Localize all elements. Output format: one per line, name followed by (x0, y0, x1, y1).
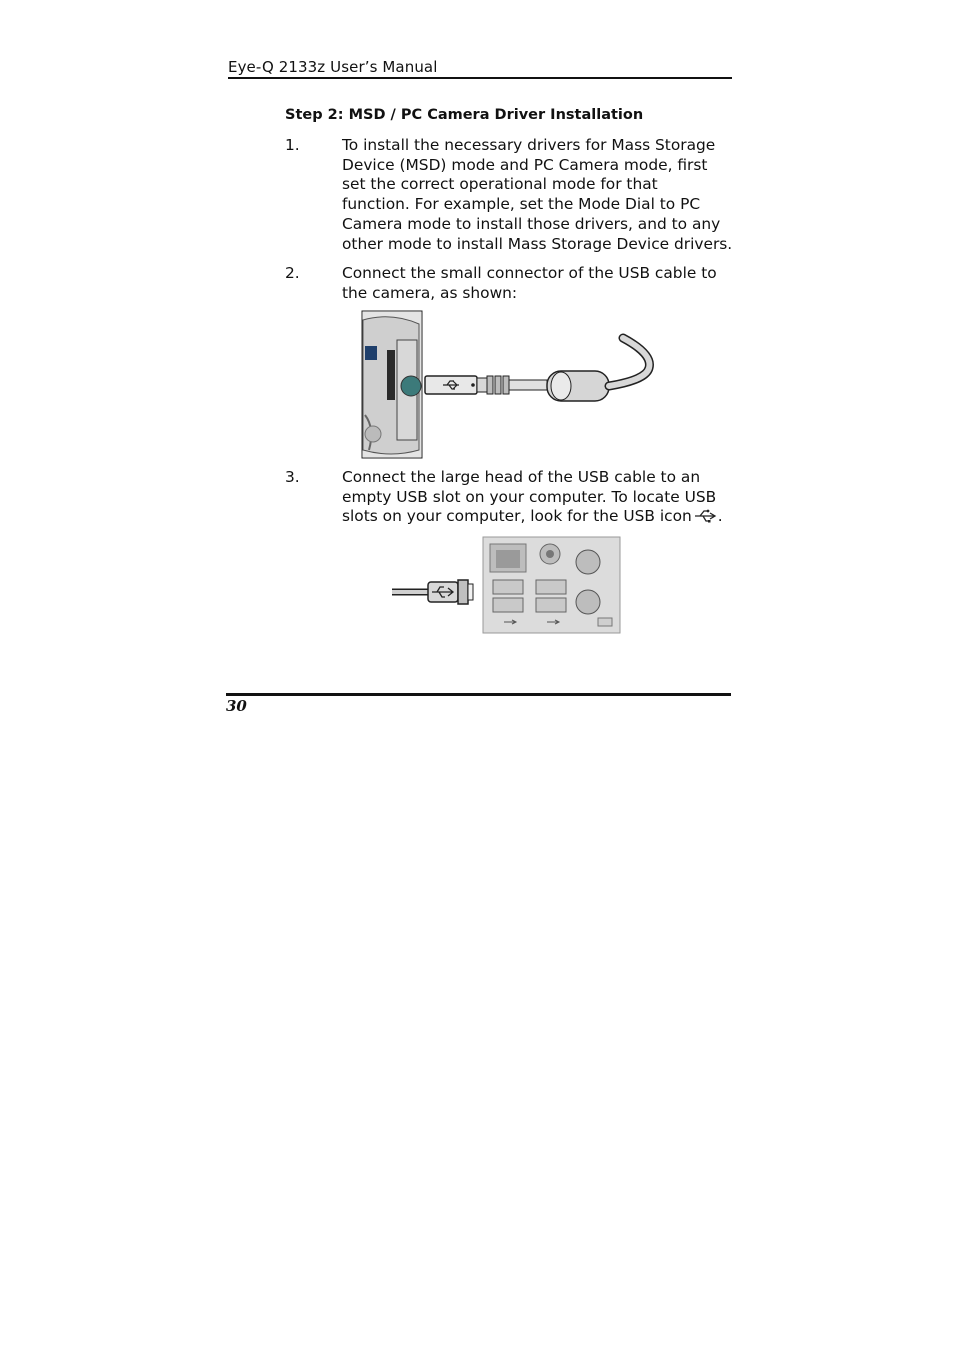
step-line: Connect the large head of the USB cable to an (342, 468, 701, 486)
step-line: Device (MSD) mode and PC Camera mode, first (342, 155, 708, 174)
manual-title: Eye-Q 2133z User’s Manual (228, 58, 438, 76)
computer-usb-figure (392, 536, 622, 640)
step-line: Camera mode to install those drivers, and to any (342, 214, 721, 233)
camera-usb-figure (361, 310, 661, 464)
step-line-period: . (717, 507, 723, 526)
step-text (342, 136, 734, 254)
step-number: 3. (285, 468, 300, 486)
camera-usb-connection-illustration (361, 310, 661, 460)
step-line: empty USB slot on your computer. To locate USB (342, 487, 717, 506)
step-line: Connect the small connector of the USB cable to (342, 264, 717, 282)
step-line: other mode to install Mass Storage Device drivers. (342, 234, 733, 253)
step-line: function. For example, set the Mode Dial to PC (342, 195, 701, 214)
section-heading: Step 2: MSD / PC Camera Driver Installation (285, 107, 644, 123)
usb-icon (694, 509, 718, 523)
computer-usb-port-illustration (392, 536, 622, 636)
step-line: the camera, as shown: (342, 283, 518, 302)
step-line: To install the necessary drivers for Mass Storage (342, 136, 716, 154)
step-line: set the correct operational mode for that (342, 175, 658, 194)
step-line (342, 507, 734, 527)
header-divider (228, 77, 732, 79)
footer-divider (226, 693, 731, 696)
step-number: 2. (285, 264, 300, 282)
step-line-text: slots on your computer, look for the USB icon (342, 507, 692, 526)
page-number: 30 (226, 697, 247, 715)
step-text (342, 468, 734, 527)
step-text (342, 264, 734, 303)
step-number: 1. (285, 136, 300, 154)
